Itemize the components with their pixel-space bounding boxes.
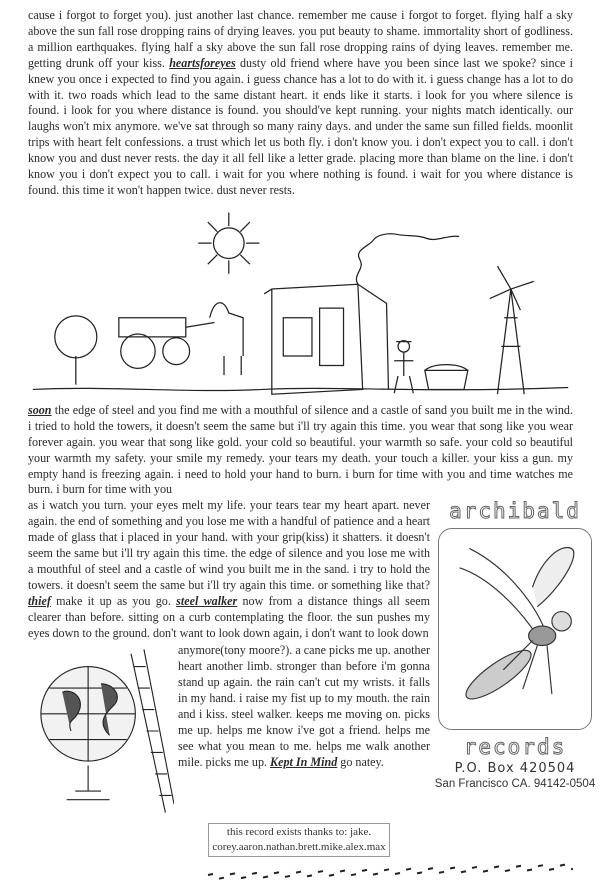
label-logo-records: records [463,735,567,760]
footprint-mark [285,876,290,877]
label-column [434,498,596,792]
song-title-thief: thief [28,593,51,608]
song-title-soon: soon [28,402,52,417]
footprint-mark [318,872,323,873]
footprint-mark [252,873,257,874]
footprint-mark [428,869,433,870]
thanks-line-1: this record exists thanks to: jake. [226,826,372,839]
sun-icon [198,212,259,273]
sketch-illustration [28,203,573,399]
lyrics-text: make it up as you go. [50,593,177,608]
globe-and-lyrics-row [28,643,430,819]
city-address: San Francisco CA. 94142-0504 [434,778,596,791]
ground-line [33,387,568,390]
basket [425,364,468,389]
footprint-mark [307,876,312,877]
lyrics-text: dusty old friend where have you been since last we spoke? since i knew you once i expected to find you again. i guess chance has a lot to do with it. i guess change has a lot to do with it. two roads which lead to the same distant heart. it ends like it starts. i look for you where silence is found. i look for you where distance is found. you should've kept running. your nights match identically. our laughs won't mix anymore. we've sat through so many rainy days. and under the same sun filled fields. moonlit trips with heart felt confessions. a trust which let us both fly. i don't know you. i don't expect you to call. i don't know you and dust never rests. the day it all fell like a letter grade. placing more than blame on the line. i don't know you i don't expect you to call. i wait for you where nothing is found. i wait for you where distance is found. this time it won't happen twice. dust never rests. [28,55,573,197]
footprint-mark [483,871,488,872]
lyrics-block-1 [28,8,573,199]
wasp-skull-illustration [439,529,591,729]
footprint-mark [527,870,532,871]
house [264,284,388,394]
po-box: P.O. Box 420504 [454,761,576,777]
song-title-heartsforeyes: heartsforeyes [169,55,236,70]
footprint-mark [494,867,499,868]
lyrics-block-4 [178,643,430,770]
footprint-mark [560,865,565,866]
thanks-line-2: corey.aaron.nathan.brett.mike.alex.max [212,841,386,854]
lyrics-block-2 [28,403,573,498]
footprint-mark [516,866,521,867]
wasp-illustration-panel [438,528,592,730]
footprint-mark [549,869,554,870]
man [394,341,413,394]
footprint-mark [373,874,378,875]
footprint-mark [384,870,389,871]
song-title-steel-walker: steel walker [176,593,238,608]
tree [55,316,97,385]
lyrics-text: go natey. [337,754,384,769]
thanks-box [208,823,390,857]
footprint-mark [472,867,477,868]
label-logo-archibald: archibald [449,499,581,524]
footprint-mark [329,875,334,876]
footprint-mark [450,868,455,869]
footprint-mark [274,873,279,874]
footprint-mark [505,871,510,872]
footprint-mark [340,871,345,872]
smoke [356,234,459,284]
footprint-mark [263,877,268,878]
lyrics-text: the edge of steel and you find me with a mouthful of silence and a castle of sand you built me in the wind. i tried to hold the towers, it doesn't seem the same but i'll try again this time. you wear that song like you wear forever again. you wear that song like gold. your cold so beautiful. your warmth so safe. your cold so beautiful your warmth my safety. your smile my remedy. your tears my death. your touch a killer. your kiss a gun. my empty hand is freezing again. i need to hold your hand to burn. i burn for time with you and time watches me burn. i burn for time with you [28,402,573,497]
footprint-mark [538,866,543,867]
footprint-mark [230,874,235,875]
song-title-kept-in-mind: Kept In Mind [270,754,338,769]
footprint-mark [406,869,411,870]
lower-section [28,498,596,857]
left-column [28,498,430,857]
footprint-mark [461,872,466,873]
footprint-mark [439,872,444,873]
footprint-mark [395,873,400,874]
footprints-decoration [28,857,573,881]
footprint-mark [417,873,422,874]
lyrics-text: cause i forgot to forget you). just another last chance. remember me cause i forgot to forget. flying half a sky above the sun fall rose dropping rains of drying leaves. you put beauty to shame. immortality short of godliness. a million earthquakes. flying half a sky above the sun fall rose dropping rains of dying leaves. remember me. getting drunk off your kiss. [28,8,573,70]
lyrics-block-3 [28,498,430,641]
footprint-mark [219,878,224,879]
lyrics-text: now from a distance things all seem clearer than before. sitting on a curb contemplating the floor. the sun pushes my eyes down to the ground. don't want to look down again, i don't want to look down [28,593,431,640]
footprint-mark [208,874,213,875]
lyrics-text: anymore(tony moore?). a cane picks me up. another heart another limb. stronger than before i'm gonna stand up again. the rain can't cut my wrists. it falls in my hand. i raise my fist up to my mouth. the rain and i kiss. steel walker. keeps me moving on. picks me up. helps me know i've got a friend. helps me see what you mean to me. helps me walk another mile. picks me up. [178,643,430,769]
globe-and-ladder-illustration [28,643,174,819]
footprint-mark [241,878,246,879]
footprint-mark [362,870,367,871]
footprint-mark [351,875,356,876]
cart-and-donkey [119,303,243,375]
lyrics-text: as i watch you turn. your eyes melt my life. your tears tear my heart apart. never again. the end of something and you lose me with a handful of patience and a heart made of glass that i placed in your hand. with your grip(kiss) it shatters. it doesn't seem the same but i'll try again this time. the edge of silence and you lose me with a mouthful of steel and a castle of wind you built me in the sand. i try to hold the towers. it doesn't seem the same but i'll try again this time. or something like that? [28,498,430,592]
footprint-mark [571,869,573,870]
windmill [490,266,534,394]
footprint-mark [296,872,301,873]
